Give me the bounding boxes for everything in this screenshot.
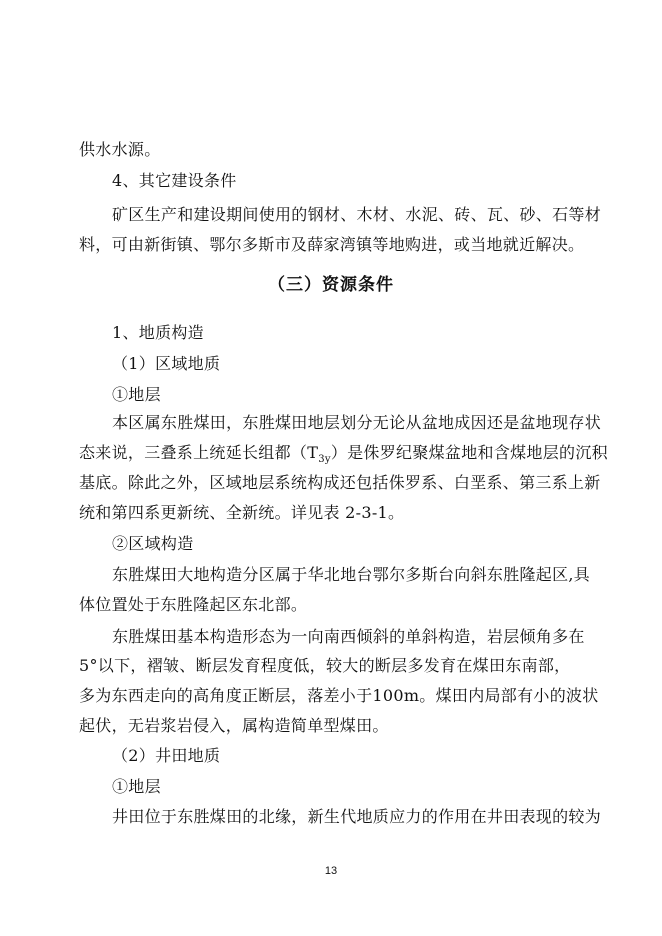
text-line: 矿区生产和建设期间使用的钢材、木材、水泥、砖、瓦、砂、石等材	[112, 205, 602, 224]
text-line: 本区属东胜煤田，东胜煤田地层划分无论从盆地成因还是盆地现存状	[112, 413, 602, 432]
text-line: 体位置处于东胜隆起区东北部。	[79, 595, 308, 614]
section-subheading: （1）区域地质	[112, 354, 221, 373]
section-heading: （三）资源条件	[268, 275, 394, 295]
text-line: 多为东西走向的高角度正断层，落差小于100m。煤田内局部有小的波状	[79, 686, 599, 705]
text-line: 供水水源。	[79, 140, 161, 159]
section-subheading: ①地层	[112, 385, 161, 404]
text-line: 料，可由新街镇、鄂尔多斯市及薛家湾镇等地购进，或当地就近解决。	[79, 235, 585, 254]
text-segment: ）是侏罗纪聚煤盆地和含煤地层的沉积	[330, 443, 608, 462]
text-line: 东胜煤田基本构造形态为一向南西倾斜的单斜构造，岩层倾角多在	[112, 627, 585, 646]
text-line: 起伏，无岩浆岩侵入，属构造简单型煤田。	[79, 716, 389, 735]
section-subheading: ①地层	[112, 777, 161, 796]
text-line: 统和第四系更新统、全新统。详见表 2-3-1。	[79, 503, 405, 522]
subscript: 3y	[318, 454, 331, 466]
text-line: 东胜煤田大地构造分区属于华北地台鄂尔多斯台向斜东胜隆起区,具	[112, 565, 591, 584]
section-subheading: （2）井田地质	[112, 746, 221, 765]
section-subheading: 1、地质构造	[112, 323, 204, 342]
text-line: 基底。除此之外，区域地层系统构成还包括侏罗系、白垩系、第三系上新	[79, 473, 601, 492]
page-number: 13	[324, 865, 338, 877]
text-segment: 态来说，三叠系上统延长组都（T	[79, 443, 319, 462]
text-line	[79, 438, 662, 468]
section-subheading: ②区域构造	[112, 534, 194, 553]
text-line: 井田位于东胜煤田的北缘，新生代地质应力的作用在井田表现的较为	[112, 807, 602, 826]
text-line: 5°以下，褶皱、断层发育程度低，较大的断层多发育在煤田东南部，	[79, 656, 571, 675]
section-subheading: 4、其它建设条件	[112, 171, 237, 190]
